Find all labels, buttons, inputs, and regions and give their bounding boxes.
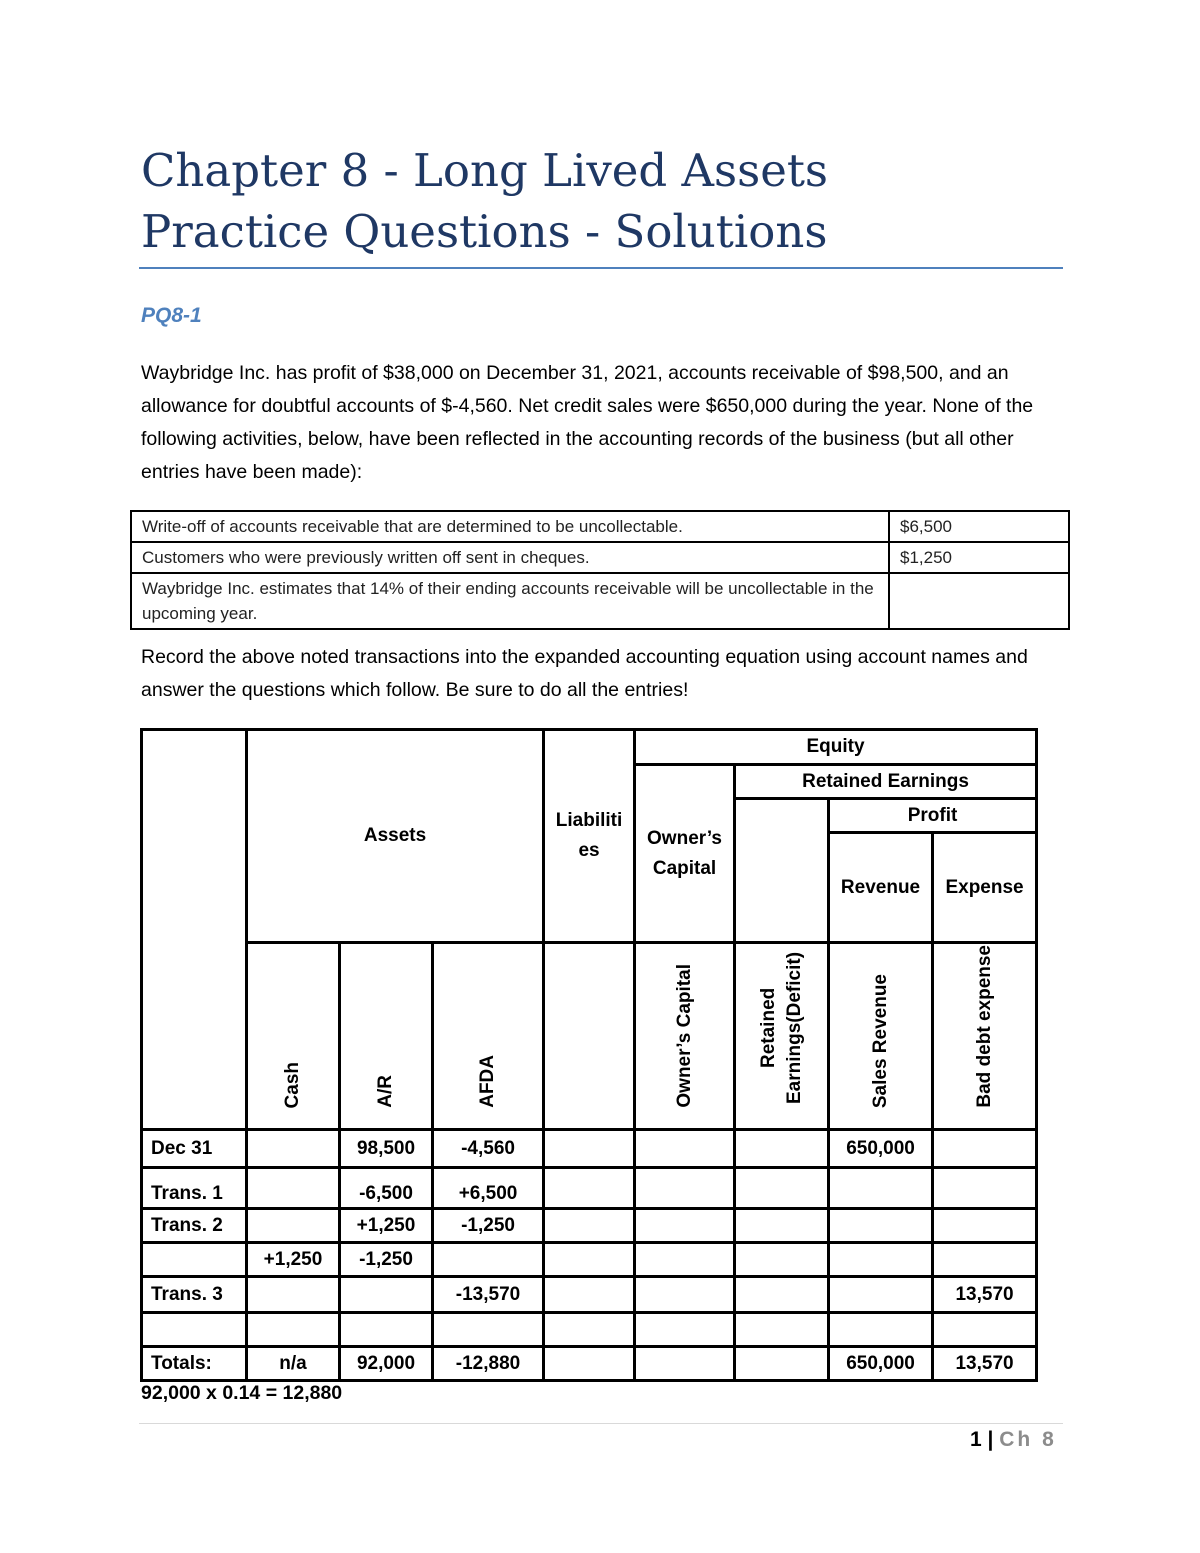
footer-separator: | — [987, 1428, 994, 1451]
activity-description: Customers who were previously written off sent in cheques. — [131, 542, 889, 573]
cash-cell: n/a — [247, 1347, 340, 1381]
page-number: 1 — [970, 1428, 982, 1451]
retained-earnings-cell — [735, 1347, 829, 1381]
bad-debt-expense-cell — [933, 1209, 1037, 1243]
ar-cell — [340, 1277, 433, 1313]
retained-earnings-cell — [735, 1168, 829, 1209]
ar-cell: -1,250 — [340, 1243, 433, 1277]
row-label: Totals: — [142, 1347, 247, 1381]
retained-earnings-cell — [735, 1277, 829, 1313]
liabilities-cell — [544, 1243, 635, 1277]
cash-cell — [247, 1209, 340, 1243]
retained-earnings-cell — [735, 1209, 829, 1243]
assets-header: Assets — [247, 730, 544, 943]
liabilities-cell — [544, 1347, 635, 1381]
table-row — [142, 1313, 1037, 1347]
bad-debt-expense-cell — [933, 1243, 1037, 1277]
row-label: Trans. 3 — [142, 1277, 247, 1313]
owners-capital-cell — [635, 1313, 735, 1347]
afda-cell — [433, 1313, 544, 1347]
question-heading: PQ8-1 — [141, 304, 202, 327]
instruction-paragraph: Record the above noted transactions into the expanded accounting equation using account names and answer the questions which follow. Be sure to do all the entries! — [141, 646, 1028, 701]
ar-cell — [340, 1313, 433, 1347]
liabilities-cell — [544, 1130, 635, 1168]
activity-amount: $6,500 — [889, 511, 1069, 542]
column-header-retained-earnings — [735, 943, 829, 1130]
title-line-2: Practice Questions - Solutions — [141, 205, 828, 258]
page-footer — [970, 1428, 1057, 1452]
cash-cell — [247, 1313, 340, 1347]
table-row — [142, 1130, 1037, 1168]
table-row — [142, 1277, 1037, 1313]
owners-capital-header: Owner’s Capital — [635, 765, 735, 943]
cash-label: Cash — [282, 1061, 303, 1108]
ar-cell: -6,500 — [340, 1168, 433, 1209]
title-line-1: Chapter 8 - Long Lived Assets — [141, 144, 829, 197]
row-label: Dec 31 — [142, 1130, 247, 1168]
bad-debt-expense-cell — [933, 1313, 1037, 1347]
footer-divider — [139, 1423, 1063, 1424]
cash-cell — [247, 1168, 340, 1209]
owners-capital-cell — [635, 1209, 735, 1243]
revenue-header: Revenue — [829, 833, 933, 943]
bad-debt-expense-cell — [933, 1130, 1037, 1168]
ar-cell: 98,500 — [340, 1130, 433, 1168]
sales-revenue-cell — [829, 1168, 933, 1209]
equity-header: Equity — [635, 730, 1037, 765]
row-label — [142, 1313, 247, 1347]
table-row — [142, 1347, 1037, 1381]
retained-earnings-label: Retained Earnings(Deficit) — [757, 951, 805, 1105]
blank-corner-cell — [142, 730, 247, 1130]
sales-revenue-cell — [829, 1243, 933, 1277]
owners-capital-cell — [635, 1347, 735, 1381]
intro-paragraph: Waybridge Inc. has profit of $38,000 on December 31, 2021, accounts receivable of $98,500, and an allowance for doubtful accounts of $-4,560. Net credit sales were $650,000 during the year. None of the following activities, below, have been reflected in the accounting records of the business (but all other entries have been made): — [141, 362, 1034, 483]
column-header-sales-revenue — [829, 943, 933, 1130]
activity-description: Waybridge Inc. estimates that 14% of their ending accounts receivable will be uncollectable in the upcoming year. — [131, 573, 889, 629]
table-row — [131, 511, 1069, 542]
sales-revenue-label: Sales Revenue — [869, 973, 891, 1108]
liabilities-cell — [544, 1277, 635, 1313]
expense-header: Expense — [933, 833, 1037, 943]
row-label: Trans. 1 — [142, 1168, 247, 1209]
table-row — [142, 1243, 1037, 1277]
cash-cell — [247, 1130, 340, 1168]
retained-earnings-cell — [735, 1313, 829, 1347]
ar-cell: 92,000 — [340, 1347, 433, 1381]
activity-amount: $1,250 — [889, 542, 1069, 573]
table-row — [142, 1209, 1037, 1243]
column-header-afda — [433, 943, 544, 1130]
column-header-owners-capital — [635, 943, 735, 1130]
afda-cell — [433, 1243, 544, 1277]
calculation-note: 92,000 x 0.14 = 12,880 — [141, 1382, 343, 1404]
table-row — [142, 730, 1037, 765]
column-header-ar — [340, 943, 433, 1130]
owners-capital-label: Owner’s Capital — [673, 964, 695, 1108]
activities-table — [130, 510, 1070, 630]
sales-revenue-cell: 650,000 — [829, 1130, 933, 1168]
retained-earnings-cell — [735, 1130, 829, 1168]
liabilities-cell — [544, 1313, 635, 1347]
table-row — [142, 943, 1037, 1130]
bad-debt-expense-cell: 13,570 — [933, 1277, 1037, 1313]
owners-capital-cell — [635, 1168, 735, 1209]
retained-earnings-blank-cell — [735, 799, 829, 943]
sales-revenue-cell — [829, 1277, 933, 1313]
column-header-liabilities-blank — [544, 943, 635, 1130]
liabilities-header: Liabiliti es — [544, 730, 635, 943]
row-label — [142, 1243, 247, 1277]
activity-description: Write-off of accounts receivable that are determined to be uncollectable. — [131, 511, 889, 542]
accounting-equation-table — [140, 728, 1038, 1382]
afda-label: AFDA — [477, 1055, 499, 1108]
retained-earnings-cell — [735, 1243, 829, 1277]
bad-debt-expense-cell — [933, 1168, 1037, 1209]
column-header-bad-debt-expense — [933, 943, 1037, 1130]
row-label: Trans. 2 — [142, 1209, 247, 1243]
afda-cell: -1,250 — [433, 1209, 544, 1243]
activity-amount — [889, 573, 1069, 629]
owners-capital-cell — [635, 1130, 735, 1168]
owners-capital-cell — [635, 1243, 735, 1277]
liabilities-cell — [544, 1209, 635, 1243]
cash-cell — [247, 1277, 340, 1313]
bad-debt-expense-label: Bad debt expense — [973, 945, 995, 1108]
table-row — [131, 573, 1069, 629]
table-row — [131, 542, 1069, 573]
ar-cell: +1,250 — [340, 1209, 433, 1243]
liabilities-cell — [544, 1168, 635, 1209]
sales-revenue-cell: 650,000 — [829, 1347, 933, 1381]
page-title — [141, 140, 1063, 262]
afda-cell: -12,880 — [433, 1347, 544, 1381]
column-header-cash — [247, 943, 340, 1130]
afda-cell: +6,500 — [433, 1168, 544, 1209]
afda-cell: -4,560 — [433, 1130, 544, 1168]
profit-header: Profit — [829, 799, 1037, 833]
table-row — [142, 1168, 1037, 1209]
owners-capital-cell — [635, 1277, 735, 1313]
chapter-label: Ch 8 — [999, 1428, 1057, 1451]
title-divider — [139, 267, 1063, 269]
retained-earnings-header: Retained Earnings — [735, 765, 1037, 799]
bad-debt-expense-cell: 13,570 — [933, 1347, 1037, 1381]
cash-cell: +1,250 — [247, 1243, 340, 1277]
afda-cell: -13,570 — [433, 1277, 544, 1313]
ar-label: A/R — [375, 1075, 396, 1108]
sales-revenue-cell — [829, 1209, 933, 1243]
sales-revenue-cell — [829, 1313, 933, 1347]
